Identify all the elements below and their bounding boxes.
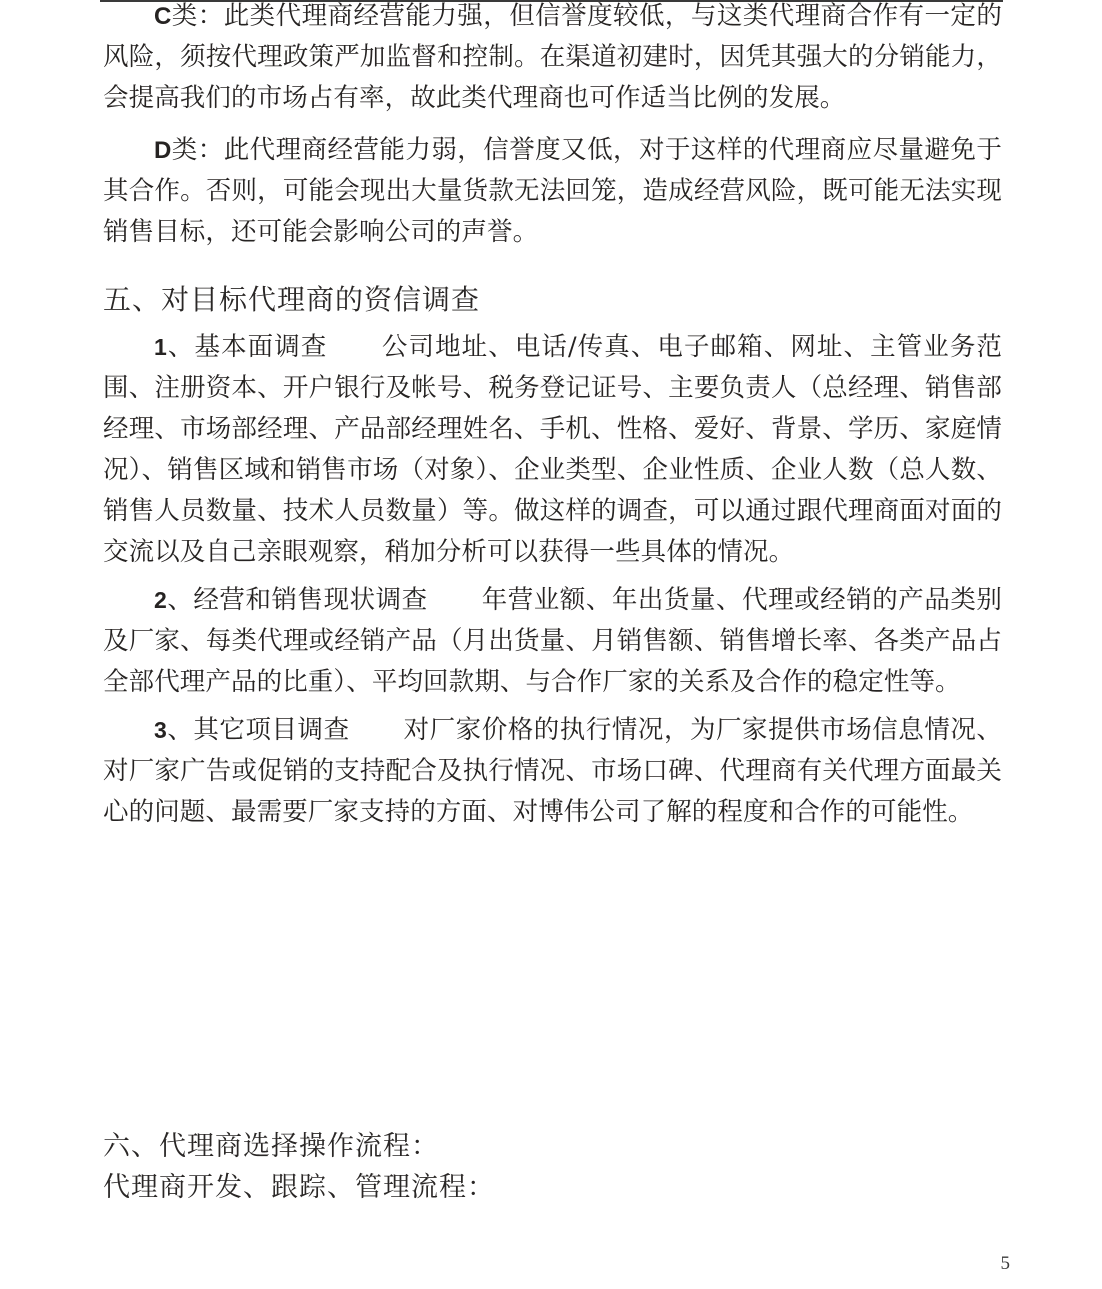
item-3-text: 对厂家价格的执行情况，为厂家提供市场信息情况、对厂家广告或促销的支持配合及执行情况、市场口碑、代理商有关代理方面最关心的问题、最需要厂家支持的方面、对博伟公司了解的程度和合作的可能性。 <box>103 715 1002 827</box>
paragraph-category-c <box>103 0 1002 119</box>
section-six-subheading: 代理商开发、跟踪、管理流程： <box>103 1172 495 1203</box>
section-five-heading-wrap <box>103 279 1002 321</box>
item-1-number: 1 <box>154 334 167 360</box>
item-3-title: 其它项目调查 <box>193 715 350 745</box>
section-five-item-3 <box>103 710 1002 833</box>
page-number: 5 <box>1000 1253 1010 1274</box>
section-six-heading: 六、代理商选择操作流程： <box>103 1131 439 1162</box>
item-3-number: 3 <box>154 717 167 743</box>
category-c-text: 此类代理商经营能力强，但信誉度较低，与这类代理商合作有一定的风险，须按代理政策严加监督和控制。在渠道初建时，因凭其强大的分销能力，会提高我们的市场占有率，故此类代理商也可作适当比例的发展。 <box>103 1 1002 113</box>
item-2-number-suffix: 、 <box>166 585 194 615</box>
section-six-block <box>103 1126 1002 1208</box>
paragraph-category-d <box>103 130 1002 253</box>
document-body <box>103 0 1002 833</box>
category-d-text: 此代理商经营能力弱，信誉度又低，对于这样的代理商应尽量避免于其合作。否则，可能会现出大量货款无法回笼，造成经营风险，既可能无法实现销售目标，还可能会影响公司的声誉。 <box>103 135 1002 247</box>
section-five-item-2 <box>103 580 1002 703</box>
item-1-title: 基本面调查 <box>194 332 328 362</box>
item-2-title: 经营和销售现状调查 <box>193 585 428 615</box>
section-five-item-1 <box>103 327 1002 573</box>
section-five-heading: 五、对目标代理商的资信调查 <box>103 283 481 316</box>
category-c-label-suffix: 类： <box>171 1 224 31</box>
category-d-label: D <box>154 137 172 164</box>
category-c-label: C <box>154 3 172 30</box>
item-1-text: 公司地址、电话/传真、电子邮箱、网址、主管业务范围、注册资本、开户银行及帐号、税务登记证号、主要负责人（总经理、销售部经理、市场部经理、产品部经理姓名、手机、性格、爱好、背景、学历、家庭情况）、销售区域和销售市场（对象）、企业类型、企业性质、企业人数（总人数、销售人员数量、技术人员数量）等。做这样的调查，可以通过跟代理商面对面的交流以及自己亲眼观察，稍加分析可以获得一些具体的情况。 <box>103 332 1002 567</box>
item-2-text: 年营业额、年出货量、代理或经销的产品类别及厂家、每类代理或经销产品（月出货量、月销售额、销售增长率、各类产品占全部代理产品的比重）、平均回款期、与合作厂家的关系及合作的稳定性等。 <box>103 585 1002 697</box>
item-1-number-suffix: 、 <box>166 332 195 362</box>
item-2-number: 2 <box>154 587 167 613</box>
category-d-label-suffix: 类： <box>171 135 224 165</box>
item-3-number-suffix: 、 <box>166 715 194 745</box>
